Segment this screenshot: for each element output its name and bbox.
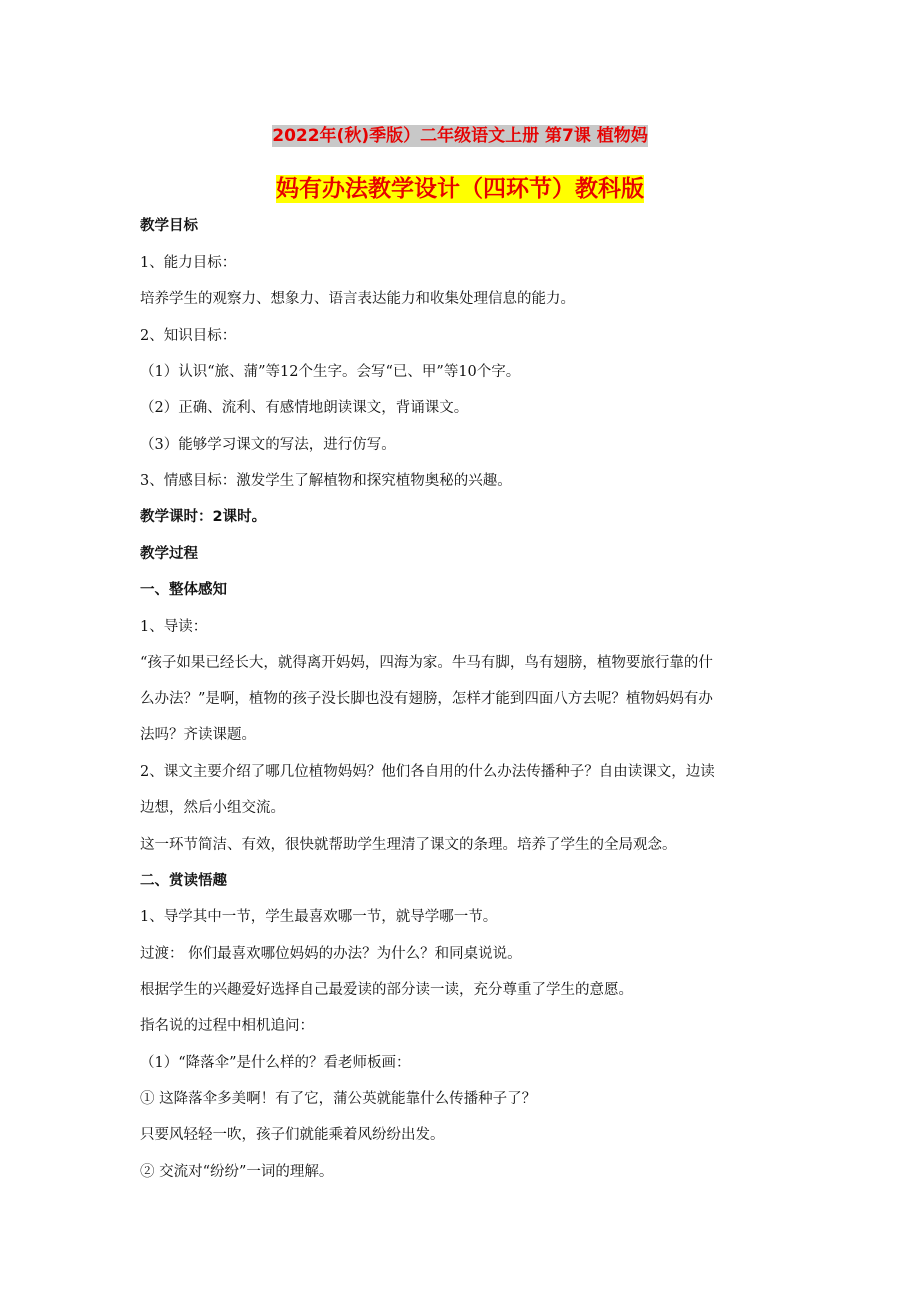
paragraph: 指名说的过程中相机追问：	[140, 1018, 314, 1034]
heading-class-hours: 教学课时：2课时。	[140, 509, 267, 525]
paragraph: 2、课文主要介绍了哪几位植物妈妈？他们各自用的什么办法传播种子？自由读课文，边读	[140, 764, 715, 780]
paragraph: （1）“降落伞”是什么样的？看老师板画：	[140, 1055, 411, 1071]
title-line-1: 2022年(秋)季版）二年级语文上册 第7课 植物妈	[272, 126, 648, 146]
heading-teaching-process: 教学过程	[140, 546, 198, 562]
paragraph: ① 这降落伞多美啊！有了它，蒲公英就能靠什么传播种子了？	[140, 1091, 537, 1107]
paragraph: 3、情感目标：激发学生了解植物和探究植物奥秘的兴趣。	[140, 473, 512, 489]
paragraph: 1、导学其中一节，学生最喜欢哪一节，就导学哪一节。	[140, 909, 498, 925]
paragraph: 培养学生的观察力、想象力、语言表达能力和收集处理信息的能力。	[140, 291, 575, 307]
paragraph: 法吗？齐读课题。	[140, 727, 256, 743]
title-line-2: 妈有办法教学设计（四环节）教科版	[276, 176, 644, 202]
heading-teaching-goals: 教学目标	[140, 218, 198, 234]
paragraph: ② 交流对“纷纷”一词的理解。	[140, 1164, 334, 1180]
paragraph: （3）能够学习课文的写法，进行仿写。	[140, 437, 396, 453]
paragraph: 么办法？”是啊，植物的孩子没长脚也没有翅膀，怎样才能到四面八方去呢？植物妈妈有办	[140, 691, 713, 707]
paragraph: （2）正确、流利、有感情地朗读课文，背诵课文。	[140, 400, 469, 416]
paragraph: 1、能力目标：	[140, 255, 237, 271]
paragraph: （1）认识“旅、蒲”等12个生字。会写“已、甲”等10个字。	[140, 364, 521, 380]
paragraph: 根据学生的兴趣爱好选择自己最爱读的部分读一读，充分尊重了学生的意愿。	[140, 982, 633, 998]
paragraph: 1、导读：	[140, 619, 208, 635]
heading-section-1: 一、整体感知	[140, 582, 227, 598]
paragraph: 边想，然后小组交流。	[140, 800, 285, 816]
paragraph: “孩子如果已经长大，就得离开妈妈，四海为家。牛马有脚，鸟有翅膀，植物要旅行靠的什	[140, 655, 713, 671]
heading-section-2: 二、赏读悟趣	[140, 873, 227, 889]
paragraph: 过渡： 你们最喜欢哪位妈妈的办法？为什么？和同桌说说。	[140, 946, 522, 962]
paragraph: 这一环节简洁、有效，很快就帮助学生理清了课文的条理。培养了学生的全局观念。	[140, 837, 677, 853]
paragraph: 只要风轻轻一吹，孩子们就能乘着风纷纷出发。	[140, 1127, 445, 1143]
paragraph: 2、知识目标：	[140, 328, 237, 344]
